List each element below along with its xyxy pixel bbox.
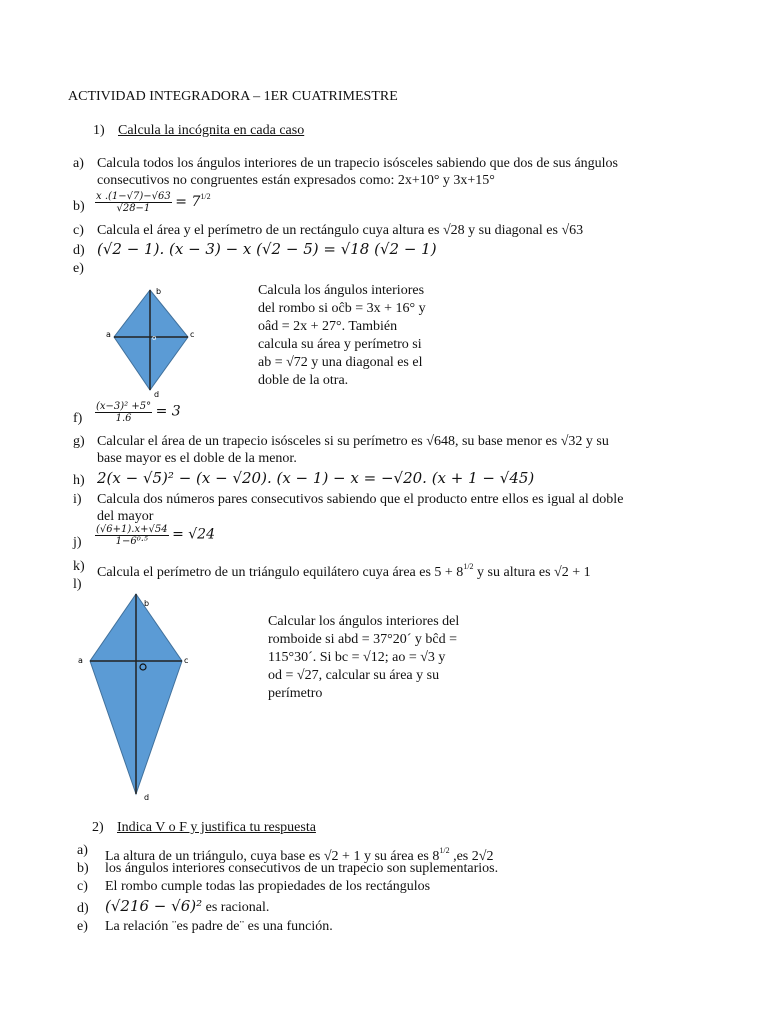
item-b-exponent: 1/2 — [200, 192, 211, 201]
page-title: ACTIVIDAD INTEGRADORA – 1ER CUATRIMESTRE — [68, 89, 398, 104]
rhombus-label-d: d — [154, 390, 160, 399]
item-j-label: j) — [73, 535, 82, 550]
item-e-text — [258, 282, 426, 390]
s2-item-d-suffix: es racional. — [202, 900, 270, 915]
rhombus-shape — [114, 290, 188, 390]
item-e-line-1: Calcula los ángulos interiores — [258, 283, 425, 298]
s2-item-a-text-part1: La altura de un triángulo, cuya base es √2 + 1 y su área es 8 — [105, 849, 440, 864]
item-d-expression: (√2 − 1). (x − 3) − x (√2 − 5) = √18 (√2 − 1) — [97, 240, 437, 258]
item-a-line1: Calcula todos los ángulos interiores de un trapecio isósceles sabiendo que dos de sus ángulos — [97, 156, 619, 171]
rhombus-label-o: o — [152, 334, 157, 342]
item-k-exponent: 1/2 — [463, 562, 474, 571]
item-l-label: l) — [73, 577, 82, 592]
rhombus-label-a: a — [106, 330, 111, 339]
kite-label-b: b — [144, 599, 150, 608]
item-l-text — [268, 613, 459, 703]
s2-item-d-expression: (√216 − √6)² — [105, 897, 203, 915]
item-l-line-5: perímetro — [268, 686, 323, 701]
rhombus-label-b: b — [156, 287, 162, 296]
s2-item-e-label: e) — [77, 919, 88, 934]
item-e-line-4: calcula su área y perímetro si — [258, 337, 422, 352]
item-j-rhs: = √24 — [172, 526, 215, 543]
item-j-denominator: 1−6⁰·⁵ — [115, 536, 148, 547]
rhombus-label-c: c — [190, 330, 195, 339]
item-k-text — [97, 558, 591, 581]
section-2-number: 2) — [92, 820, 104, 835]
item-k-text-part2: y su altura es √2 + 1 — [473, 565, 591, 580]
kite-label-a: a — [78, 656, 83, 665]
item-l-line-2: romboide si abd = 37°20´ y bĉd = — [268, 632, 457, 647]
item-e-line-3: oâd = 2x + 27°. También — [258, 319, 398, 334]
item-h-expression: 2(x − √5)² − (x − √20). (x − 1) − x = −√20. (x + 1 − √45) — [97, 469, 535, 487]
item-h-label: h) — [73, 473, 85, 488]
item-f-label: f) — [73, 411, 83, 426]
section-1-number: 1) — [93, 123, 105, 138]
kite-figure — [76, 590, 196, 805]
item-c-text: Calcula el área y el perímetro de un rectángulo cuya altura es √28 y su diagonal es √63 — [97, 223, 584, 238]
item-i-line2: del mayor — [97, 509, 154, 524]
s2-item-a-label: a) — [77, 843, 88, 858]
item-a-line2: consecutivos no congruentes están expresados como: 2x+10° y 3x+15° — [97, 173, 495, 188]
item-e-line-2: del rombo si oĉb = 3x + 16° y — [258, 301, 426, 316]
item-a-label: a) — [73, 156, 84, 171]
s2-item-d-label: d) — [77, 901, 89, 916]
item-f-expression — [95, 401, 181, 424]
item-g-label: g) — [73, 434, 85, 449]
item-f-numerator: (x−3)² +5° — [96, 401, 152, 412]
item-f-denominator: 1.6 — [115, 413, 132, 424]
item-g-line1: Calcular el área de un trapecio isósceles si su perímetro es √648, su base menor es √32 y su — [97, 434, 609, 449]
item-l-line-4: od = √27, calcular su área y su — [268, 668, 440, 683]
s2-item-a-text-part2: ,es 2√2 — [449, 849, 494, 864]
item-b-label: b) — [73, 199, 85, 214]
item-j-numerator: (√6+1).x+√54 — [96, 524, 168, 535]
s2-item-c-label: c) — [77, 879, 88, 894]
s2-item-e-text: La relación ¨es padre de¨ es una función. — [105, 919, 333, 934]
item-i-label: i) — [73, 492, 82, 507]
item-f-rhs: = 3 — [155, 403, 181, 420]
section-2-heading: Indica V o F y justifica tu respuesta — [117, 820, 316, 835]
s2-item-b-text: los ángulos interiores consecutivos de un trapecio son suplementarios. — [105, 861, 499, 876]
item-e-line-5: ab = √72 y una diagonal es el — [258, 355, 423, 370]
item-i-line1: Calcula dos números pares consecutivos sabiendo que el producto entre ellos es igual al doble — [97, 492, 624, 507]
s2-item-a-exponent: 1/2 — [439, 846, 450, 855]
item-b-rhs: = 7 — [175, 194, 201, 210]
item-e-label: e) — [73, 261, 84, 276]
kite-label-d: d — [144, 793, 150, 802]
item-l-line-3: 115°30´. Si bc = √12; ao = √3 y — [268, 650, 446, 665]
item-j-expression — [95, 524, 215, 547]
item-k-label: k) — [73, 559, 85, 574]
kite-label-c: c — [184, 656, 189, 665]
item-b-denominator: √28−1 — [116, 203, 151, 215]
item-e-line-6: doble de la otra. — [258, 373, 349, 388]
item-b-expression — [95, 188, 211, 214]
s2-item-c-text: El rombo cumple todas las propiedades de los rectángulos — [105, 879, 431, 894]
item-d-label: d) — [73, 243, 85, 258]
s2-item-d-text — [105, 898, 269, 916]
item-b-numerator: x .(1−√7)−√63 — [96, 191, 171, 203]
item-l-line-1: Calcular los ángulos interiores del — [268, 614, 460, 629]
item-k-text-part1: Calcula el perímetro de un triángulo equilátero cuya área es 5 + 8 — [97, 565, 464, 580]
s2-item-b-label: b) — [77, 861, 89, 876]
section-1-heading: Calcula la incógnita en cada caso — [118, 123, 305, 138]
rhombus-figure — [100, 282, 210, 402]
item-g-line2: base mayor es el doble de la menor. — [97, 451, 297, 466]
item-c-label: c) — [73, 223, 84, 238]
